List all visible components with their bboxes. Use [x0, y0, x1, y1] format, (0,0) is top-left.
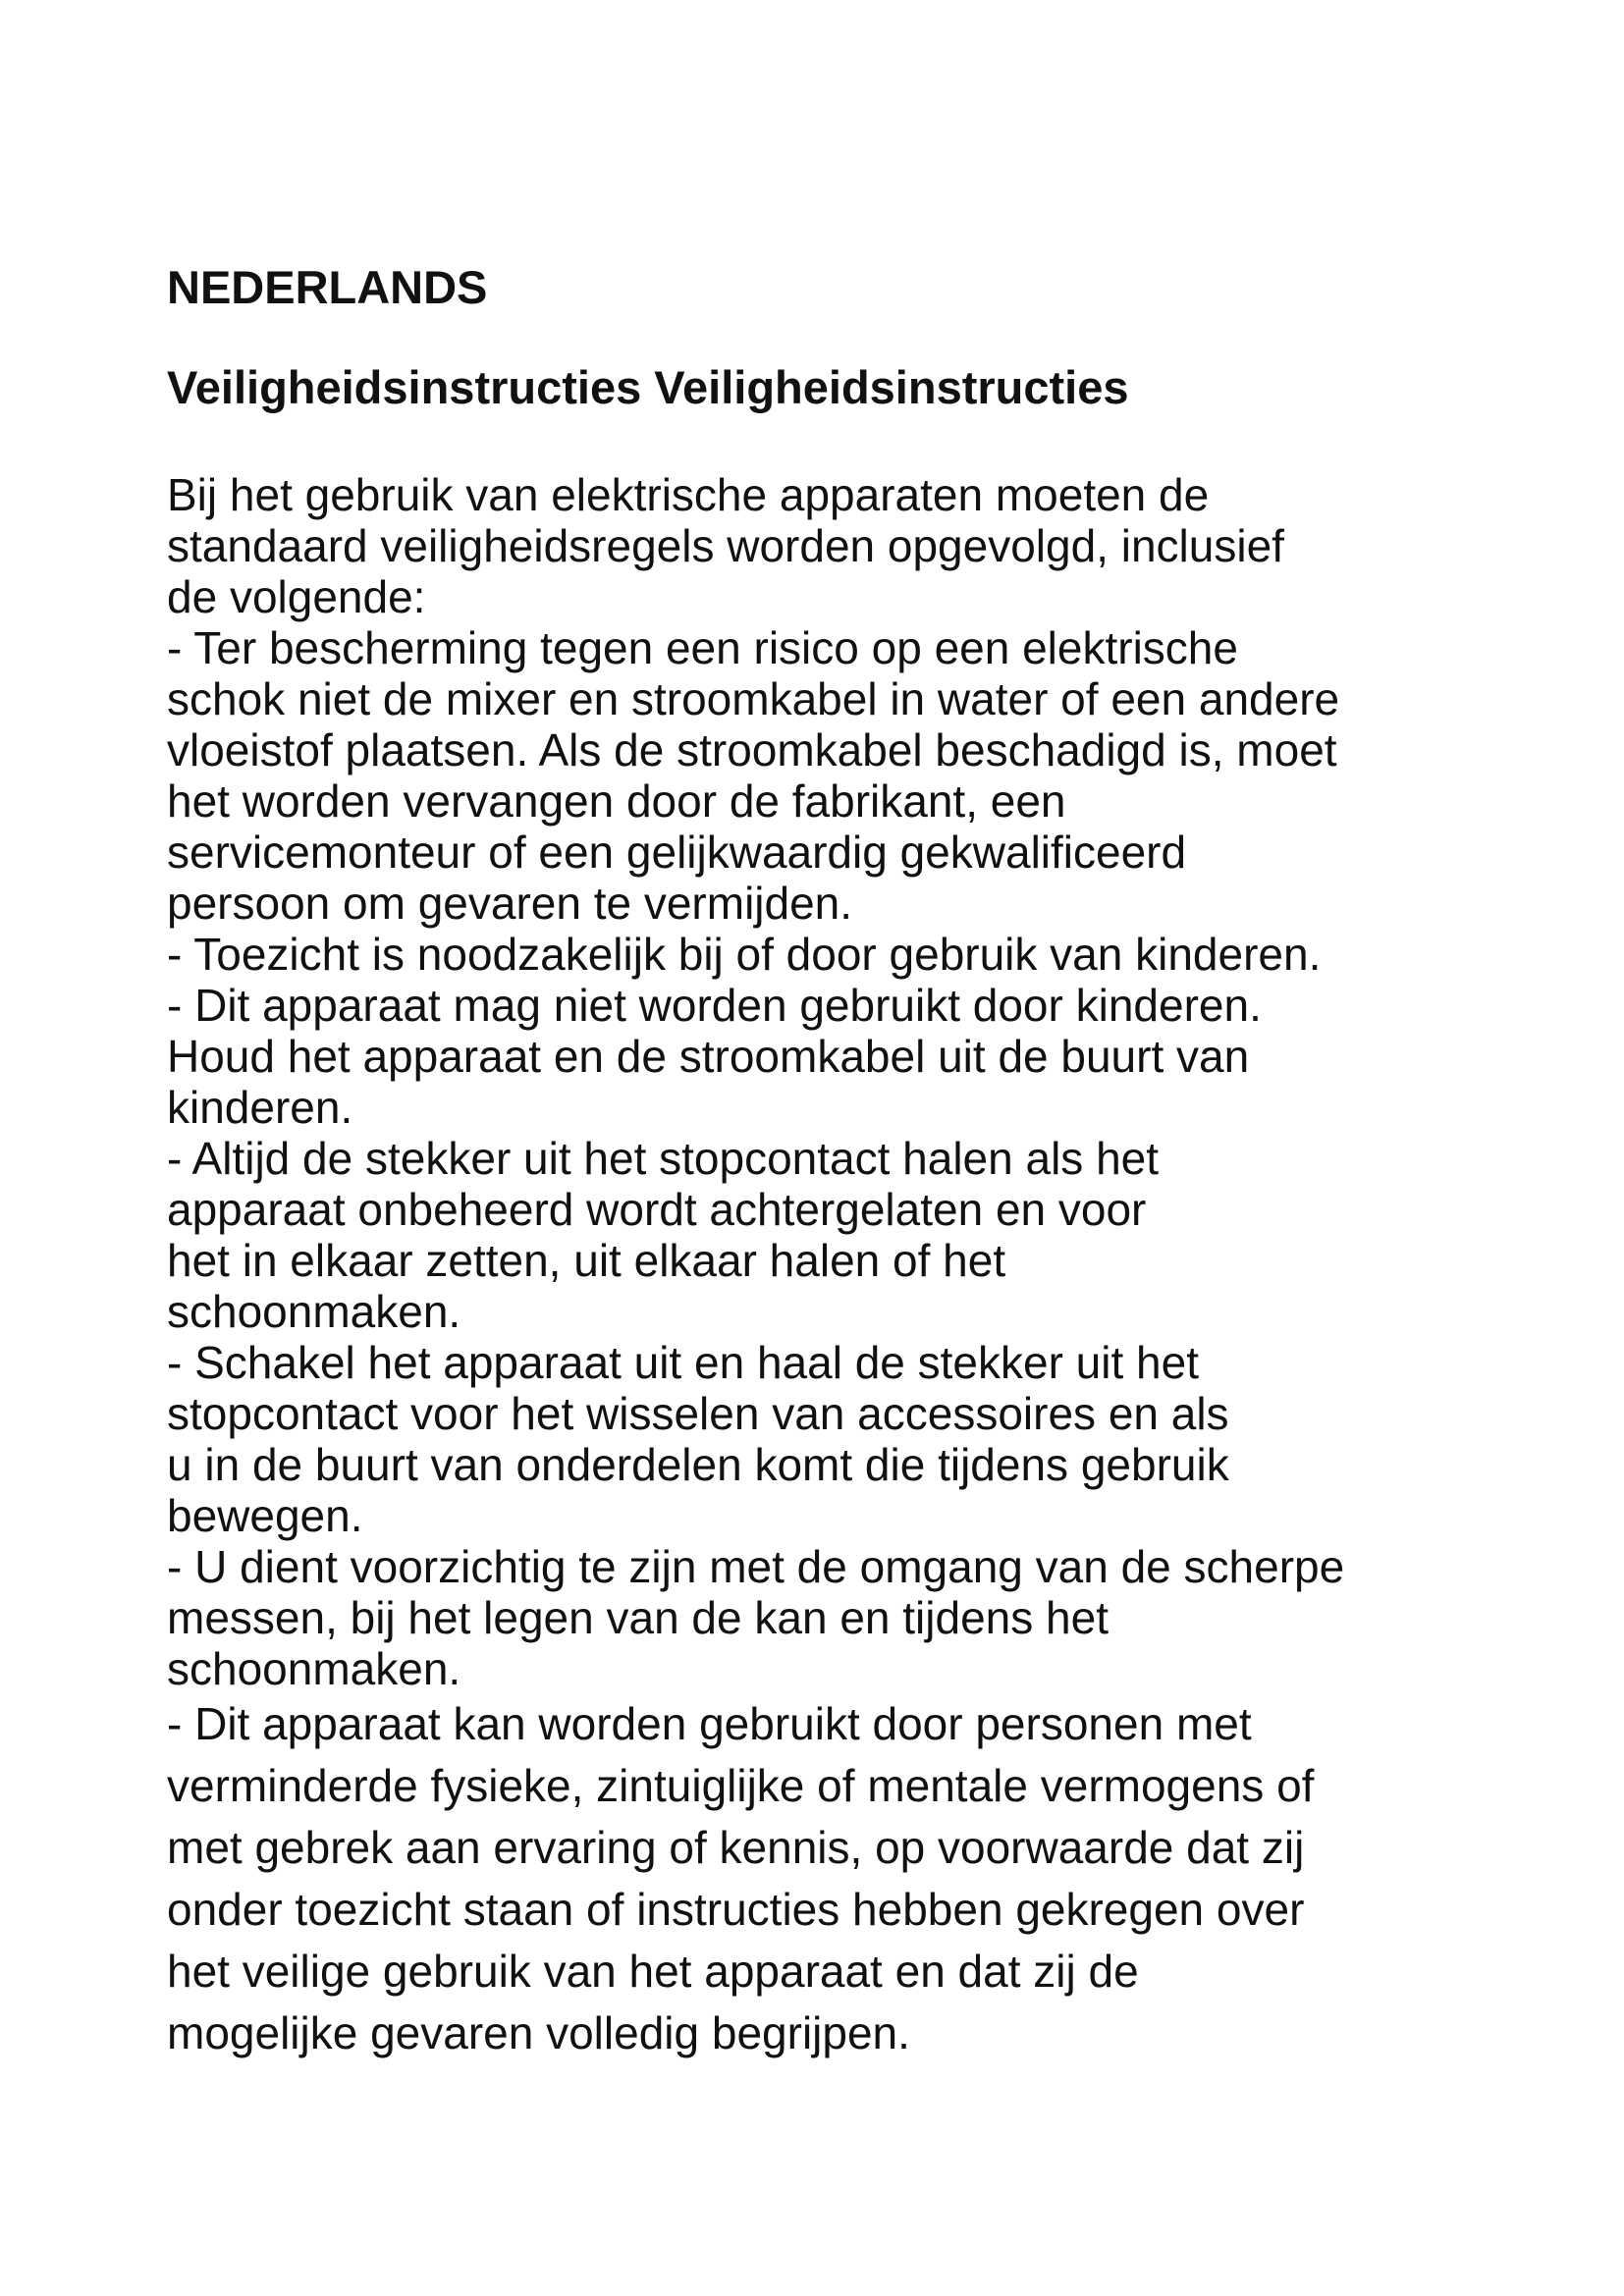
body-line: vloeistof plaatsen. Als de stroomkabel beschadigd is, moet: [167, 724, 1337, 775]
body-line: schoonmaken.: [167, 1286, 461, 1337]
section-title: Veiligheidsinstructies Veiligheidsinstructies: [167, 361, 1129, 413]
body-line: persoon om gevaren te vermijden.: [167, 878, 853, 929]
body-line: verminderde fysieke, zintuiglijke of mentale vermogens of: [167, 1760, 1315, 1811]
body-line: apparaat onbeheerd wordt achtergelaten en voor: [167, 1184, 1147, 1235]
body-line: kinderen.: [167, 1082, 353, 1133]
body-line: schok niet de mixer en stroomkabel in water of een andere: [167, 673, 1340, 724]
body-line: Houd het apparaat en de stroomkabel uit de buurt van: [167, 1031, 1250, 1082]
body-line: - Toezicht is noodzakelijk bij of door gebruik van kinderen.: [167, 929, 1322, 980]
body-line: stopcontact voor het wisselen van accessoires en als: [167, 1388, 1229, 1439]
body-line: bewegen.: [167, 1490, 363, 1541]
language-heading: NEDERLANDS: [167, 261, 488, 313]
body-line: het worden vervangen door de fabrikant, een: [167, 775, 1066, 827]
body-line: messen, bij het legen van de kan en tijdens het: [167, 1592, 1109, 1643]
body-line: Bij het gebruik van elektrische apparaten moeten de: [167, 469, 1210, 520]
body-line: schoonmaken.: [167, 1643, 461, 1694]
body-line: met gebrek aan ervaring of kennis, op voorwaarde dat zij: [167, 1822, 1305, 1873]
body-line: het veilige gebruik van het apparaat en dat zij de: [167, 1946, 1139, 1997]
body-line: - Altijd de stekker uit het stopcontact halen als het: [167, 1133, 1160, 1184]
body-line: - Schakel het apparaat uit en haal de stekker uit het: [167, 1337, 1199, 1388]
body-line: de volgende:: [167, 571, 426, 622]
body-line: standaard veiligheidsregels worden opgevolgd, inclusief: [167, 520, 1284, 571]
body-line: u in de buurt van onderdelen komt die tijdens gebruik: [167, 1439, 1229, 1490]
body-line: - Dit apparaat mag niet worden gebruikt door kinderen.: [167, 980, 1262, 1031]
body-line: - U dient voorzichtig te zijn met de omgang van de scherpe: [167, 1541, 1345, 1592]
body-line: mogelijke gevaren volledig begrijpen.: [167, 2007, 910, 2058]
body-line: - Dit apparaat kan worden gebruikt door personen met: [167, 1698, 1252, 1749]
body-line: servicemonteur of een gelijkwaardig gekwalificeerd: [167, 827, 1187, 878]
body-line: het in elkaar zetten, uit elkaar halen of het: [167, 1235, 1006, 1286]
body-line: - Ter bescherming tegen een risico op een elektrische: [167, 622, 1238, 673]
document-page: [167, 0, 1542, 2296]
body-line: onder toezicht staan of instructies hebben gekregen over: [167, 1884, 1305, 1935]
